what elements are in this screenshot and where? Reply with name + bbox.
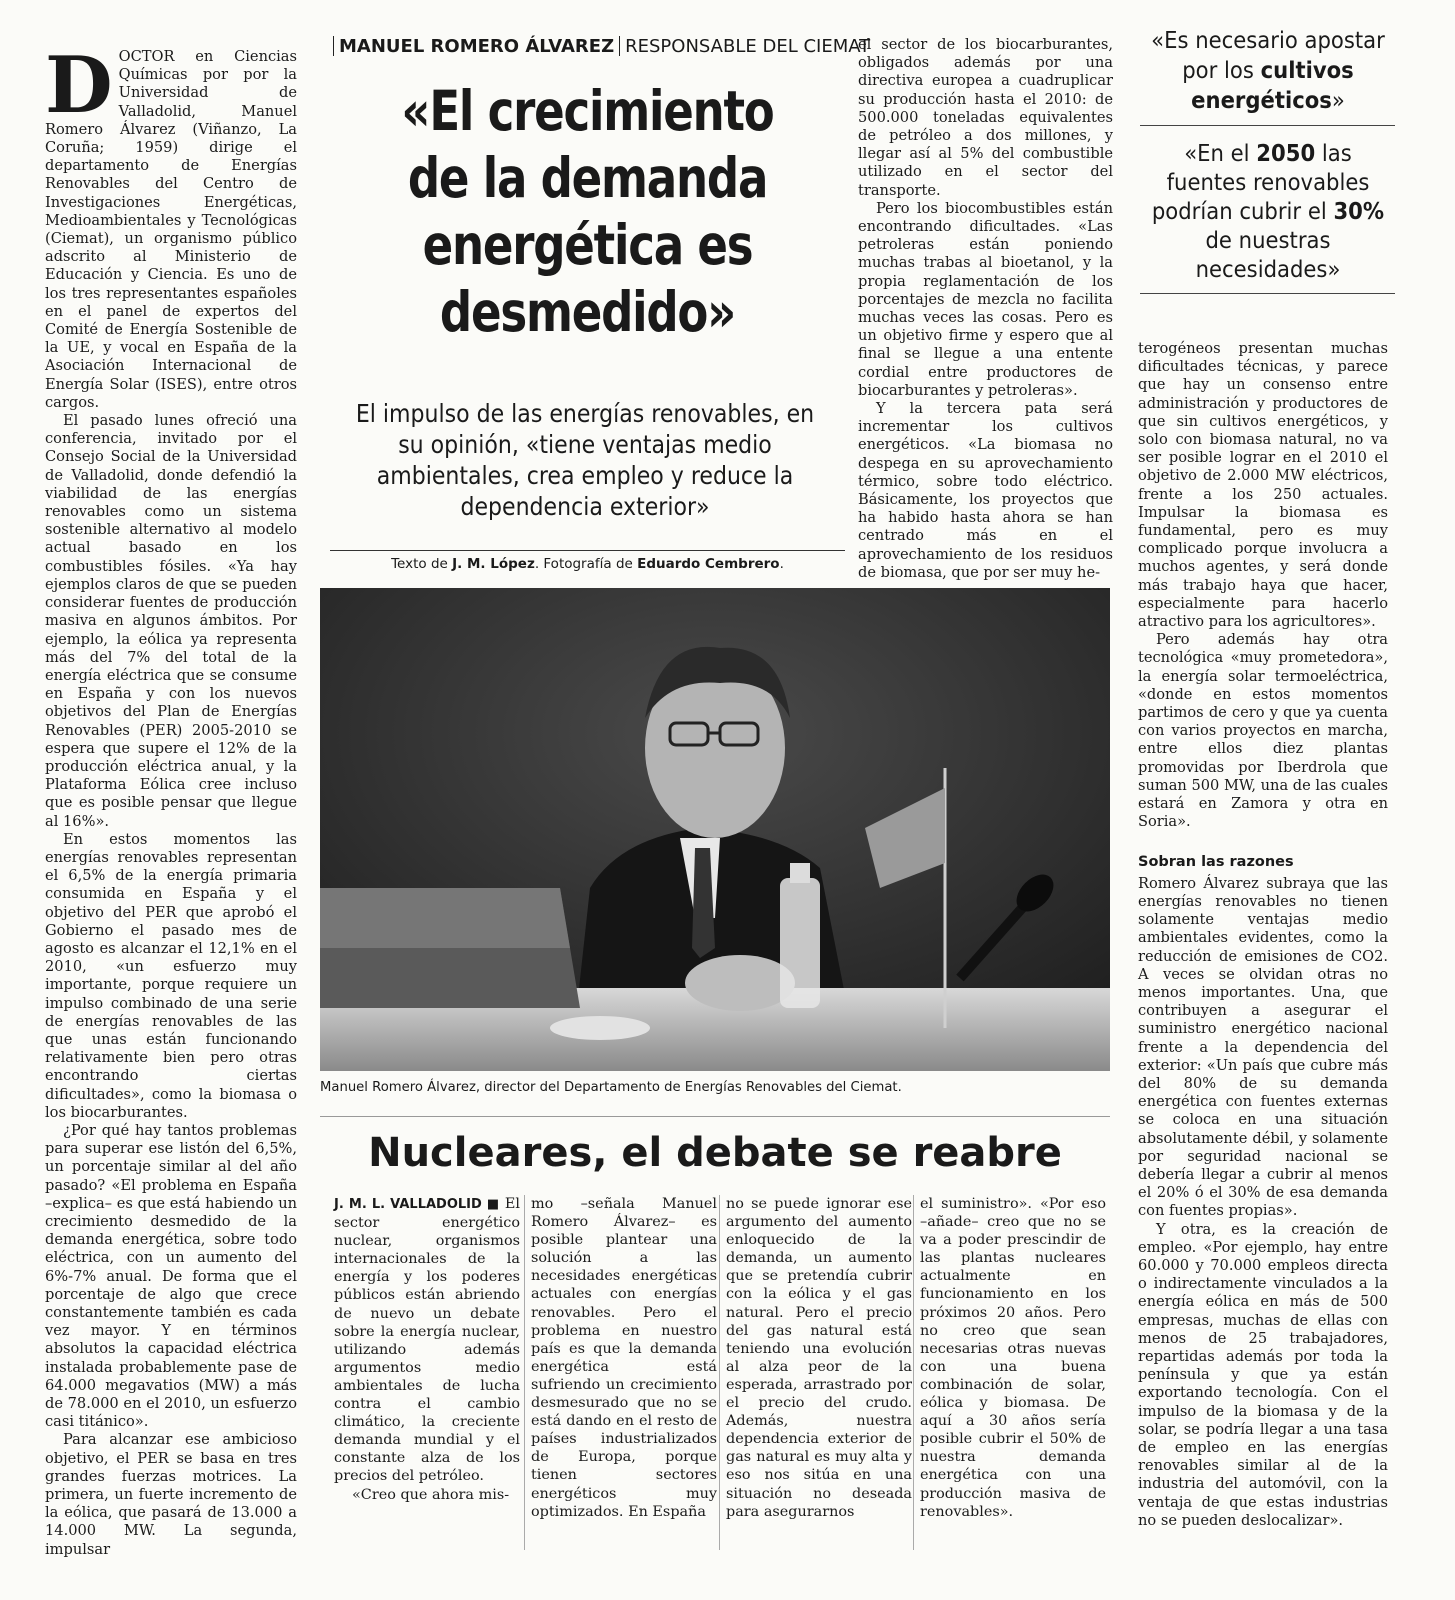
paragraph: Para alcanzar ese ambicioso objetivo, el PER se basa en tres grandes fuerzas motrices. La primera, un fuerte incremento de la eólica, que pasará de 13.000 a 14.000 MW. La segunda, impulsar (45, 1431, 297, 1558)
paragraph: J. M. L. VALLADOLID ■ El sector energético nuclear, organismos internacionales de la energía y los poderes públicos están abriendo de nuevo un debate sobre la energía nuclear, utilizando además argumentos medio ambientales de lucha contra el cambio climático, la creciente demanda mundial y el constante alza de los precios del petróleo. (334, 1196, 520, 1485)
divider (333, 36, 334, 56)
divider (524, 1195, 525, 1550)
interviewee-name: MANUEL ROMERO ÁLVAREZ (339, 36, 615, 57)
headline: «El crecimiento de la demanda energética es desmedido» (401, 79, 774, 344)
sidebar-title: Nucleares, el debate se reabre (368, 1130, 1062, 1176)
article-column-1 (45, 40, 297, 1559)
paragraph: «Creo que ahora mis- (352, 1486, 510, 1503)
speaker-photo (320, 588, 1110, 1071)
article-column-3 (858, 36, 1113, 582)
divider (719, 1195, 720, 1550)
sidebar-column-2 (531, 1195, 717, 1521)
paragraph: En estos momentos las energías renovables representan el 6,5% de la energía primaria consumida en España y el objetivo del PER que aprobó el Gobierno el pasado mes de agosto es alcanzar el 12,1% en el 2010, «un esfuerzo muy importante, porque requiere un impulso combinado de una serie de energías renovables de las que unas están funcionando relativamente bien pero otras encontrando ciertas dificultades», como la biomasa o los biocarburantes. (45, 830, 297, 1121)
article-column-4 (1138, 340, 1388, 1530)
paragraph: Y la tercera pata será incrementar los cultivos energéticos. «La biomasa no despega en su aprovechamiento térmico, sobre todo eléctrico. Básicamente, los proyectos que ha habido hasta ahora se han centrado más en el aprovechamiento de los residuos de biomasa, que por ser muy he- (858, 400, 1113, 581)
photo-caption: Manuel Romero Álvarez, director del Departamento de Energías Renovables del Ciemat. (320, 1080, 902, 1095)
interviewee-byline (328, 36, 871, 57)
paragraph: Romero Álvarez subraya que las energías renovables no tienen solamente ventajas medio ambientales evidentes, como la reducción de emisiones de CO2. A veces se olvidan otras no menos importantes. Una, que contribuyen a asegurar el suministro energético nacional frente a la dependencia del exterior: «Un país que cubre más del 80% de su demanda energética con fuentes externas se coloca en una situación absolutamente débil, y solamente por seguridad nacional se debería llegar a cubrir al menos el 20% ó el 30% de esa demanda con fuentes propias». (1138, 874, 1388, 1220)
credit-line: Texto de J. M. López. Fotografía de Eduardo Cembrero. (391, 556, 784, 572)
paragraph: el sector de los biocarburantes, obligados además por una directiva europea a cuadruplicar su producción hasta el 2010: de 500.000 toneladas equivalentes de petróleo a dos millones, y llegar así al 5% del combustible utilizado en el sector del transporte. (858, 36, 1113, 199)
divider (1140, 125, 1395, 126)
photo-illustration (320, 588, 1110, 1071)
photographer-name: Eduardo Cembrero (637, 556, 780, 572)
divider (913, 1195, 914, 1550)
intro-paragraph: DOCTOR en Ciencias Químicas por por la Universidad de Valladolid, Manuel Romero Álvarez (Viñanzo, La Coruña; 1959) dirige el departamento de Energías Renovables del Centro de Investigaciones Energéticas, Medioambientales y Tecnológicas (Ciemat), un organismo público adscrito al Ministerio de Educación y Ciencia. Es uno de los tres representantes españoles en el panel de expertos del Comité de Energía Sostenible de la UE, y vocal en España de la Asociación Internacional de Energía Solar (ISES), entre otros cargos. (45, 40, 297, 411)
sidebar-column-3 (726, 1195, 912, 1521)
pull-quote: «En el 2050 las fuentes renovables podrían cubrir el 30% de nuestras necesidades» (1151, 141, 1385, 283)
pull-quote: «Es necesario apostar por los cultivos energéticos» (1151, 28, 1385, 114)
paragraph: mo –señala Manuel Romero Álvarez– es posible plantear una solución a las necesidades energéticas actuales con energías renovables. Pero el problema en nuestro país es que la demanda energética está sufriendo un crecimiento desmesurado que no se está dando en el resto de países industrializados de Europa, porque tienen sectores energéticos muy optimizados. En España (531, 1196, 717, 1520)
section-heading: Sobran las razones (1138, 854, 1294, 871)
paragraph: El pasado lunes ofreció una conferencia, invitado por el Consejo Social de la Universidad de Valladolid, donde defendió la viabilidad de las energías renovables como un sistema sostenible alternativo al modelo actual basado en los combustibles fósiles. «Ya hay ejemplos claros de que se pueden considerar fuentes de producción masiva en algunos ámbitos. Por ejemplo, la eólica ya representa más del 7% del total de la energía eléctrica que se consume en España y con los nuevos objetivos del Plan de Energías Renovables (PER) 2005-2010 se espera que supere el 12% de la producción eléctrica anual, y la Plataforma Eólica cree incluso que es posible pensar que llegue al 16%». (45, 412, 297, 830)
divider (330, 550, 845, 551)
interviewee-role: RESPONSABLE DEL CIEMAT (625, 36, 871, 57)
divider (619, 36, 620, 56)
paragraph: terogéneos presentan muchas dificultades técnicas, y parece que hay un consenso entre administración y productores de que sin cultivos energéticos, y solo con biomasa natural, no va ser posible lograr en el 2010 el objetivo de 2.000 MW eléctricos, frente a los 250 actuales. Impulsar la biomasa es fundamental, pero es muy complicado porque involucra a muchos agentes, y será donde más trabajo haya que hacer, especialmente para hacerlo atractivo para los agricultores». (1138, 340, 1388, 631)
sidebar-column-1 (334, 1195, 520, 1504)
divider (320, 1116, 1110, 1117)
sidebar-column-4 (920, 1195, 1106, 1521)
deck-subtitle: El impulso de las energías renovables, en su opinión, «tiene ventajas medio ambientales, crea empleo y reduce la dependencia exterior» (355, 399, 815, 521)
paragraph: Pero los biocombustibles están encontrando dificultades. «Las petroleras están poniendo muchas trabas al bioetanol, y la propia reglamentación de los porcentajes de mezcla no facilita muchas veces las cosas. Pero es un objetivo firme y espero que al final se llegue a una entente cordial entre productores de biocarburantes y petroleras». (858, 199, 1113, 399)
paragraph: ¿Por qué hay tantos problemas para superar ese listón del 6,5%, un porcentaje similar al del año pasado? «El problema en España –explica– es que está habiendo un crecimiento desmedido de la demanda energética, sobre todo eléctrica, con un aumento del 6%-7% anual. De forma que el porcentaje de algo que crece constantemente también es cada vez mayor. Y en términos absolutos la capacidad eléctrica instalada probablemente pase de 64.000 megavatios (MW) a más de 78.000 en el 2010, un esfuerzo casi titánico». (45, 1121, 297, 1431)
drop-cap: D (45, 40, 113, 131)
paragraph: no se puede ignorar ese argumento del aumento enloquecido de la demanda, un aumento que se pretendía cubrir con la eólica y el gas natural. Pero el precio del gas natural está teniendo una evolución al alza peor de la esperada, arrastrado por el precio del crudo. Además, nuestra dependencia exterior de gas natural es muy alta y eso nos sitúa en una situación no deseada para asegurarnos (726, 1196, 912, 1520)
author-name: J. M. López (452, 556, 535, 572)
paragraph: el suministro». «Por eso –añade– creo que no se va a poder prescindir de las plantas nucleares actualmente en funcionamiento en los próximos 20 años. Pero no creo que sean necesarias otras nuevas con una buena combinación de solar, eólica y biomasa. De aquí a 30 años sería posible cubrir el 50% de nuestra demanda energética con una producción masiva de renovables». (920, 1196, 1106, 1520)
dateline: J. M. L. VALLADOLID (334, 1197, 482, 1212)
paragraph: Pero además hay otra tecnológica «muy prometedora», la energía solar termoeléctrica, «donde en estos momentos partimos de cero y que ya cuenta con varios proyectos en marcha, entre ellos diez plantas promovidas por Iberdrola que suman 500 MW, una de las cuales estará en Zamora y otra en Soria». (1138, 631, 1388, 831)
divider (1140, 293, 1395, 294)
paragraph: Y otra, es la creación de empleo. «Por ejemplo, hay entre 60.000 y 70.000 empleos directa o indirectamente vinculados a la energía eólica en más de 500 empresas, muchas de ellas con menos de 25 trabajadores, repartidas además por toda la península y que ya están exportando tecnología. Con el impulso de la biomasa y de la solar, se podría llegar a una tasa de empleo en las energías renovables similar al de la industria del automóvil, con la ventaja de que estas industrias no se pueden deslocalizar». (1138, 1220, 1388, 1529)
